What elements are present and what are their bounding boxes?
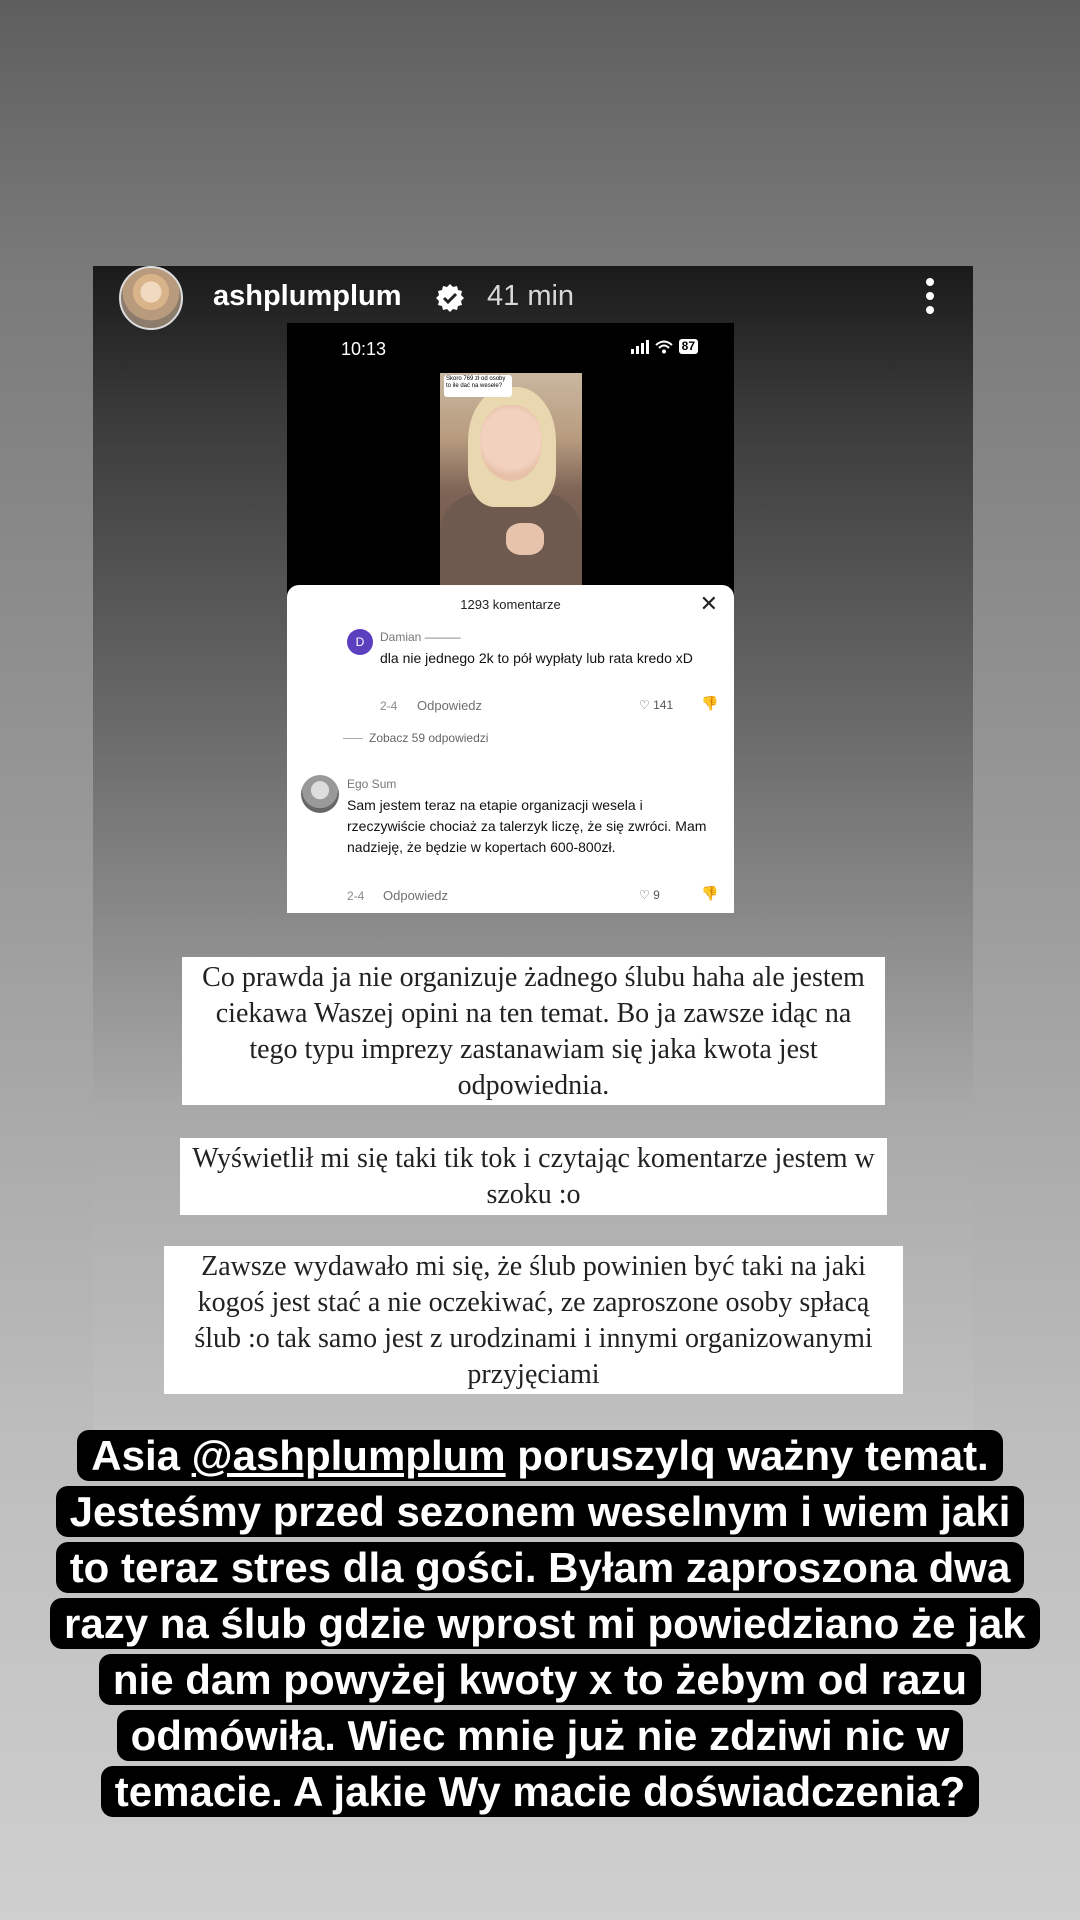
comment-author[interactable]: Ego Sum [347,777,397,791]
view-replies-label: Zobacz 59 odpowiedzi [369,731,489,745]
dislike-icon[interactable]: 👎 [701,885,719,901]
story-text-box-3: Zawsze wydawało mi się, że ślub powinien być taki na jaki kogoś jest stać a nie oczekiwać, ze zaproszone osoby spłacą ślub :o tak samo jest z urodzinami i innymi organizowanymi przyjęciami [164,1246,903,1394]
comment-date: 2-4 [347,889,365,903]
mention-link[interactable]: @ashplumplum [191,1432,506,1479]
verified-badge-icon [435,283,465,313]
comment-text: Sam jestem teraz na etapie organizacji wesela i rzeczywiście chociaż za talerzyk liczę, że się zwróci. Mam nadzieję, że będzie w kopertach 600-800zł. [347,797,707,855]
story-time-ago: 41 min [487,280,575,312]
close-icon[interactable]: ✕ [699,591,718,616]
video-hand [506,523,544,555]
like-count: 141 [653,698,674,712]
comments-sheet [287,585,734,913]
reply-button[interactable]: Odpowiedz [417,698,483,713]
overlay-caption-highlight [50,1430,1040,1817]
video-face [480,405,542,481]
status-icons [631,339,698,354]
dislike-icon[interactable]: 👎 [701,695,719,711]
battery-level: 87 [679,339,698,354]
comment-avatar[interactable] [301,775,339,813]
more-options-icon[interactable] [925,278,935,318]
like-button[interactable] [639,888,660,902]
status-time: 10:13 [341,339,387,359]
like-button[interactable] [639,698,673,712]
profile-avatar[interactable] [119,266,183,330]
story-username[interactable]: ashplumplum [213,280,402,312]
video-caption: Skoro 769 zł od osoby to ile dać na wesele? [444,375,512,397]
heart-icon: ♡ [639,698,650,712]
comment-text: dla nie jednego 2k to pół wypłaty lub rata kredo xD [380,650,693,666]
reply-button[interactable]: Odpowiedz [383,888,449,903]
heart-icon: ♡ [639,888,650,902]
view-replies-link[interactable] [343,731,488,745]
overlay-caption [50,1428,1030,1820]
comment-author[interactable]: Damian ——— [380,630,461,644]
video-thumbnail[interactable] [440,373,582,588]
like-count: 9 [653,888,660,902]
comment-date: 2-4 [380,699,398,713]
overlay-body: poruszylq ważny temat. Jesteśmy przed sezonem weselnym i wiem jaki to teraz stres dla gości. Byłam zaproszona dwa razy na ślub gdzie wprost mi powiedziano że jak nie dam powyżej kwoty x to żebym od razu odmówiła. Wiec mnie już nie zdziwi nic w temacie. A jakie Wy macie doświadczenia? [64,1432,1026,1815]
comment-avatar[interactable]: D [347,629,373,655]
comments-count: 1293 komentarze [460,597,561,612]
story-text-box-1: Co prawda ja nie organizuje żadnego ślubu haha ale jestem ciekawa Waszej opini na ten temat. Bo ja zawsze idąc na tego typu imprezy zastanawiam się jaka kwota jest odpowiednia. [182,957,885,1105]
signal-icon [631,340,649,354]
tiktok-screenshot [287,323,734,913]
overlay-prefix: Asia [91,1432,192,1479]
story-text-box-2: Wyświetlił mi się taki tik tok i czytając komentarze jestem w szoku :o [180,1138,887,1215]
status-bar [287,323,734,377]
wifi-icon [655,340,673,354]
